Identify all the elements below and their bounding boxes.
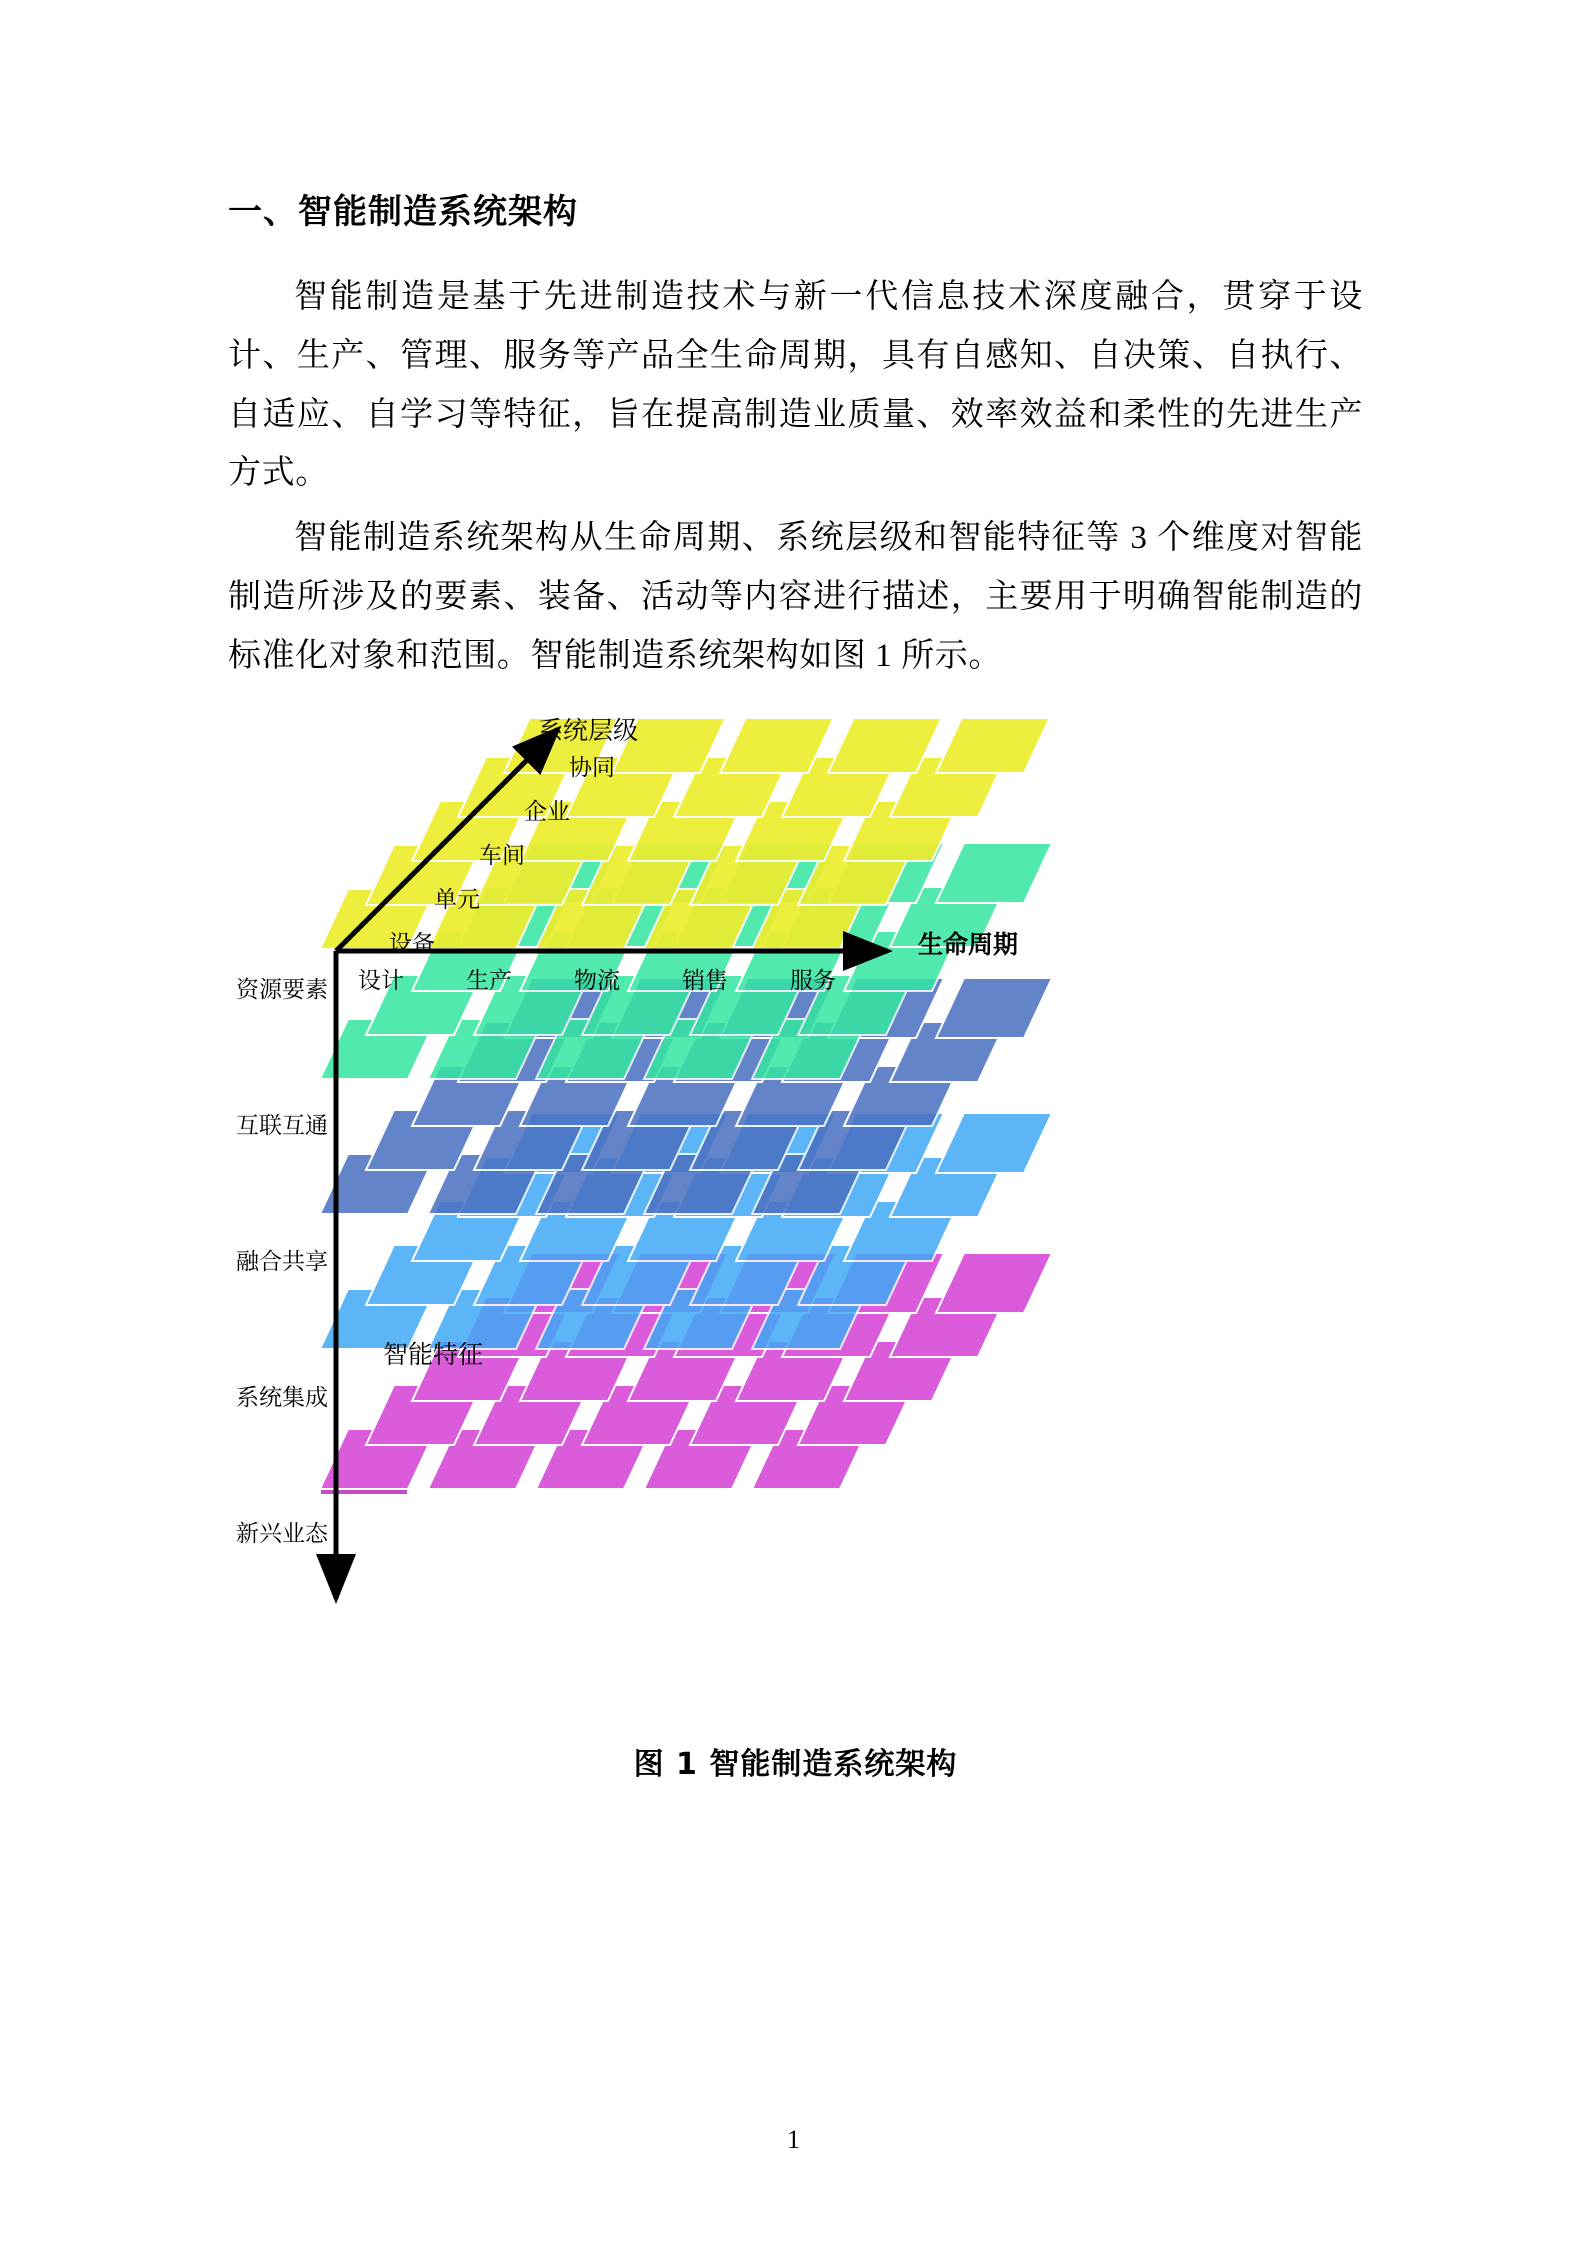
- system-level-label-collaboration: 协同: [569, 755, 615, 782]
- page-title: 一、智能制造系统架构: [228, 192, 578, 232]
- axis-title-system-level: 系统层级: [538, 716, 639, 746]
- figure-caption: 图 1 智能制造系统架构: [633, 1747, 958, 1783]
- life-cycle-label-sales: 销售: [682, 968, 728, 995]
- paragraph-2: 智能制造系统架构从生命周期、系统层级和智能特征等 3 个维度对智能制造所涉及的要素、装备、活动等内容进行描述，主要用于明确智能制造的标准化对象和范围。智能制造系统架构如图 1 所示。: [228, 520, 1363, 674]
- system-level-label-unit: 单元: [434, 887, 480, 914]
- system-level-label-device: 设备: [389, 931, 435, 958]
- axis-title-life-cycle: 生命周期: [918, 930, 1019, 960]
- page-number: 1: [787, 2125, 800, 2154]
- life-cycle-label-logistics: 物流: [574, 968, 620, 995]
- feature-label-interconnection: 互联互通: [236, 1113, 328, 1140]
- axis-title-intelligent-feature: 智能特征: [383, 1340, 484, 1370]
- paragraph-1: 智能制造是基于先进制造技术与新一代信息技术深度融合，贯穿于设计、生产、管理、服务等产品全生命周期，具有自感知、自决策、自执行、自适应、自学习等特征，旨在提高制造业质量、效率效益和柔性的先进生产方式。: [228, 279, 1363, 492]
- life-cycle-label-service: 服务: [790, 968, 836, 995]
- life-cycle-label-design: 设计: [358, 968, 404, 995]
- feature-label-system-integration: 系统集成: [236, 1385, 328, 1412]
- feature-label-fusion-sharing: 融合共享: [236, 1249, 328, 1276]
- system-level-label-workshop: 车间: [479, 843, 525, 870]
- life-cycle-label-production: 生产: [466, 968, 512, 995]
- figure-svg: [228, 719, 1363, 1679]
- feature-label-resource-elements: 资源要素: [236, 977, 328, 1004]
- system-level-label-enterprise: 企业: [524, 799, 570, 826]
- figure-smart-manufacturing-architecture: [228, 716, 1363, 1783]
- page-content: [228, 190, 1363, 1783]
- feature-label-new-business: 新兴业态: [236, 1521, 328, 1548]
